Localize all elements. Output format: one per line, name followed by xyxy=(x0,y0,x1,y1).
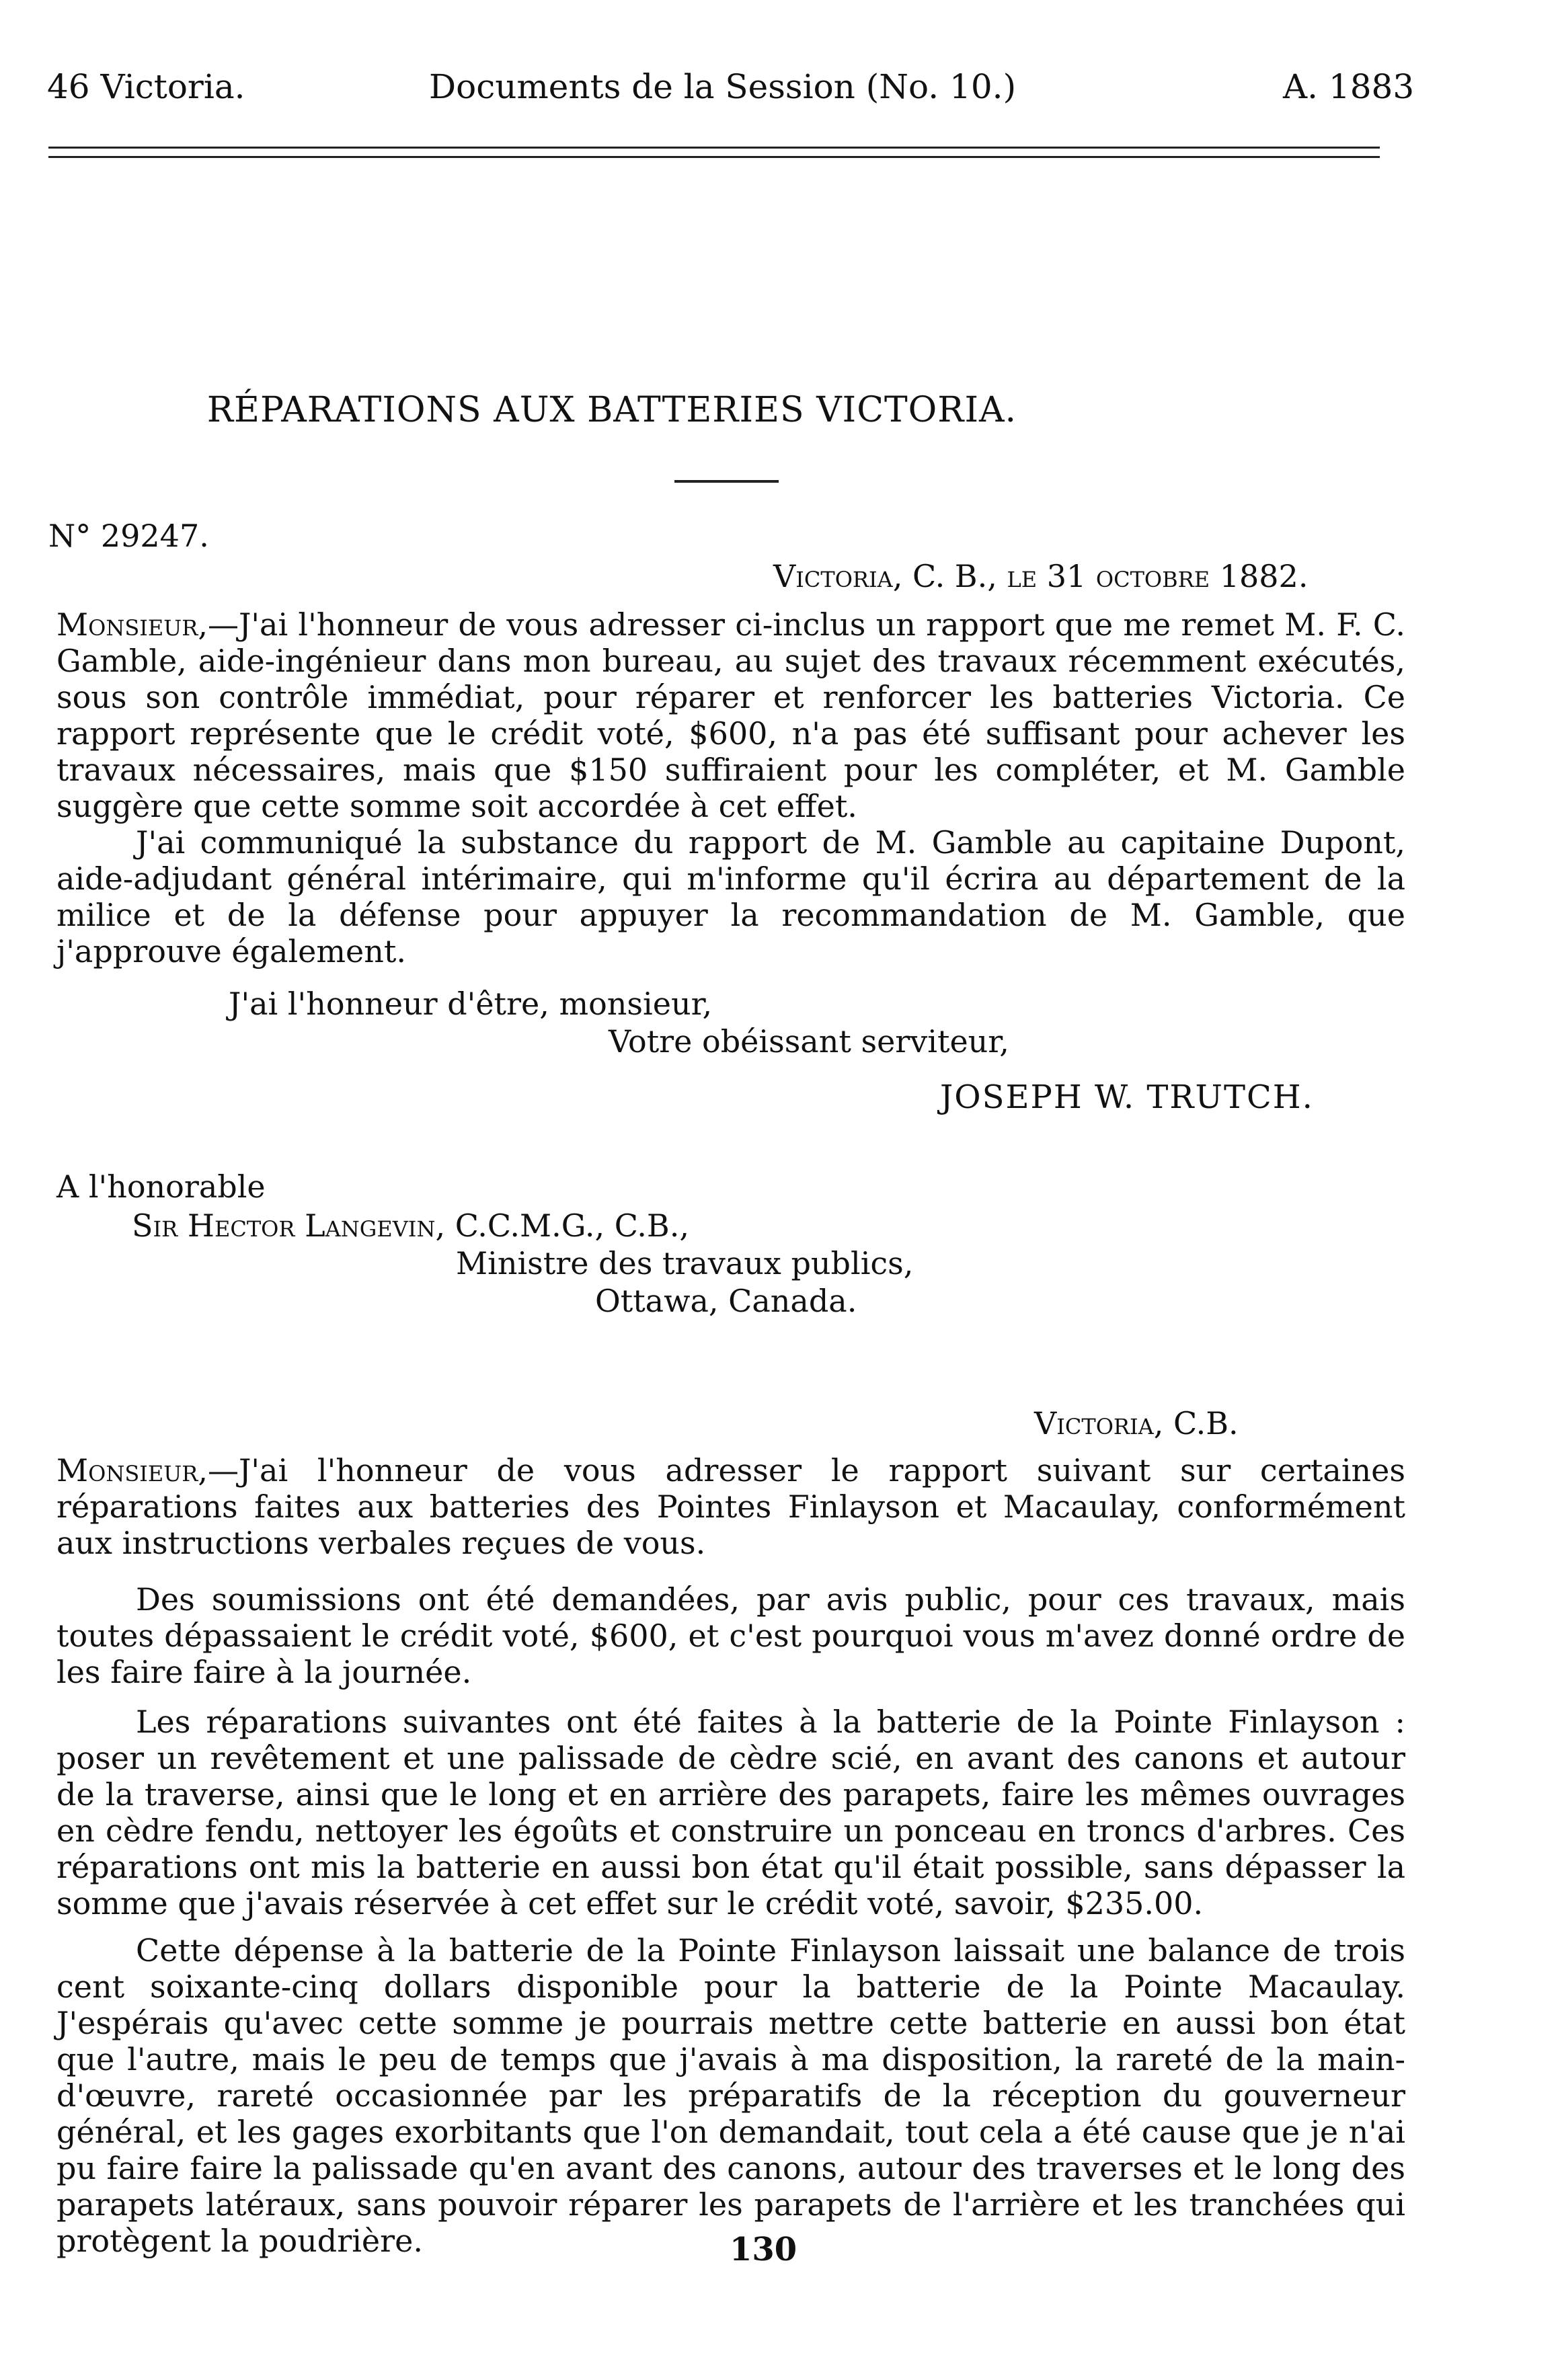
letter2-paragraph-4: Cette dépense à la batterie de la Pointe Finlayson laissait une balance de trois cent soixante-cinq dollars disponible pour la batterie de la Pointe Macaulay. J'espérais qu'avec cette somme je pourrais mettre cette batterie en aussi bon état que l'autre, mais le peu de temps que j'avais à ma disposition, la rareté de la main-d'œuvre, rareté occasionnée par les préparatifs de la réception du gouverneur général, et les gages exorbitants que l'on demandait, tout cela a été cause que je n'ai pu faire faire la palissade qu'en avant des canons, autour des traverses et le long des parapets latéraux, sans pouvoir réparer les parapets de l'arrière et les tranchées qui protègent la poudrière. xyxy=(56,1932,1405,2259)
header-rule-top xyxy=(48,147,1380,149)
letter2-salutation: Monsieur, xyxy=(56,1452,208,1489)
header-rule-bottom xyxy=(48,156,1380,158)
letter1-salutation: Monsieur, xyxy=(56,606,208,643)
letter1-closing-1: J'ai l'honneur d'être, monsieur, xyxy=(229,986,713,1022)
letter1-body-1: —J'ai l'honneur de vous adresser ci-inclus un rapport que me remet M. F. C. Gamble, aide-ingénieur dans mon bureau, au sujet des travaux récemment exécutés, sous son contrôle immédiat, pour réparer et renforcer les batteries Victoria. Ce rapport représente que le crédit voté, $600, n'a pas été suffisant pour achever les travaux nécessaires, mais que $150 suffiraient pour les compléter, et M. Gamble suggère que cette somme soit accordée à cet effet. xyxy=(56,606,1405,824)
letter2-paragraph-3: Les réparations suivantes ont été faites à la batterie de la Pointe Finlayson : poser un revêtement et une palissade de cèdre scié, en avant des canons et autour de la traverse, ainsi que le long et en arrière des parapets, faire les mêmes ouvrages en cèdre fendu, nettoyer les égoûts et construire un ponceau en troncs d'arbres. Ces réparations ont mis la batterie en aussi bon état qu'il était possible, sans dépasser la somme que j'avais réservée à cet effet sur le crédit voté, savoir, $235.00. xyxy=(56,1704,1405,1921)
addressee-line-1: A l'honorable xyxy=(56,1168,266,1205)
addressee-line-4: Ottawa, Canada. xyxy=(595,1283,857,1319)
letter1-paragraph-2: J'ai communiqué la substance du rapport de M. Gamble au capitaine Dupont, aide-adjudant général intérimaire, qui m'informe qu'il écrira au département de la milice et de la défense pour appuyer la recommandation de M. Gamble, que j'approuve également. xyxy=(56,824,1405,969)
running-header xyxy=(40,67,1415,121)
addressee-line-3: Ministre des travaux publics, xyxy=(456,1245,914,1281)
addressee-line-2: Sir Hector Langevin, C.C.M.G., C.B., xyxy=(132,1207,689,1244)
header-left: 46 Victoria. xyxy=(47,67,245,106)
document-title: RÉPARATIONS AUX BATTERIES VICTORIA. xyxy=(206,390,1017,430)
letter1-signature: JOSEPH W. TRUTCH. xyxy=(940,1078,1314,1116)
letter-number: N° 29247. xyxy=(48,518,209,554)
letter2-paragraph-1 xyxy=(56,1452,1405,1561)
letter1-place-date: Victoria, C. B., le 31 octobre 1882. xyxy=(773,558,1309,594)
header-center: Documents de la Session (No. 10.) xyxy=(429,67,1017,106)
letter2-place: Victoria, C.B. xyxy=(1034,1405,1239,1441)
letter1-paragraph-1 xyxy=(56,606,1405,824)
header-right: A. 1883 xyxy=(1283,67,1415,106)
page-number: 130 xyxy=(730,2231,797,2268)
letter1-closing-2: Votre obéissant serviteur, xyxy=(609,1023,1009,1060)
title-divider xyxy=(674,480,779,483)
letter2-body-1: —J'ai l'honneur de vous adresser le rapport suivant sur certaines réparations faites aux batteries des Pointes Finlayson et Macaulay, conformément aux instructions verbales reçues de vous. xyxy=(56,1452,1405,1561)
letter2-paragraph-2: Des soumissions ont été demandées, par avis public, pour ces travaux, mais toutes dépassaient le crédit voté, $600, et c'est pourquoi vous m'avez donné ordre de les faire faire à la journée. xyxy=(56,1581,1405,1690)
